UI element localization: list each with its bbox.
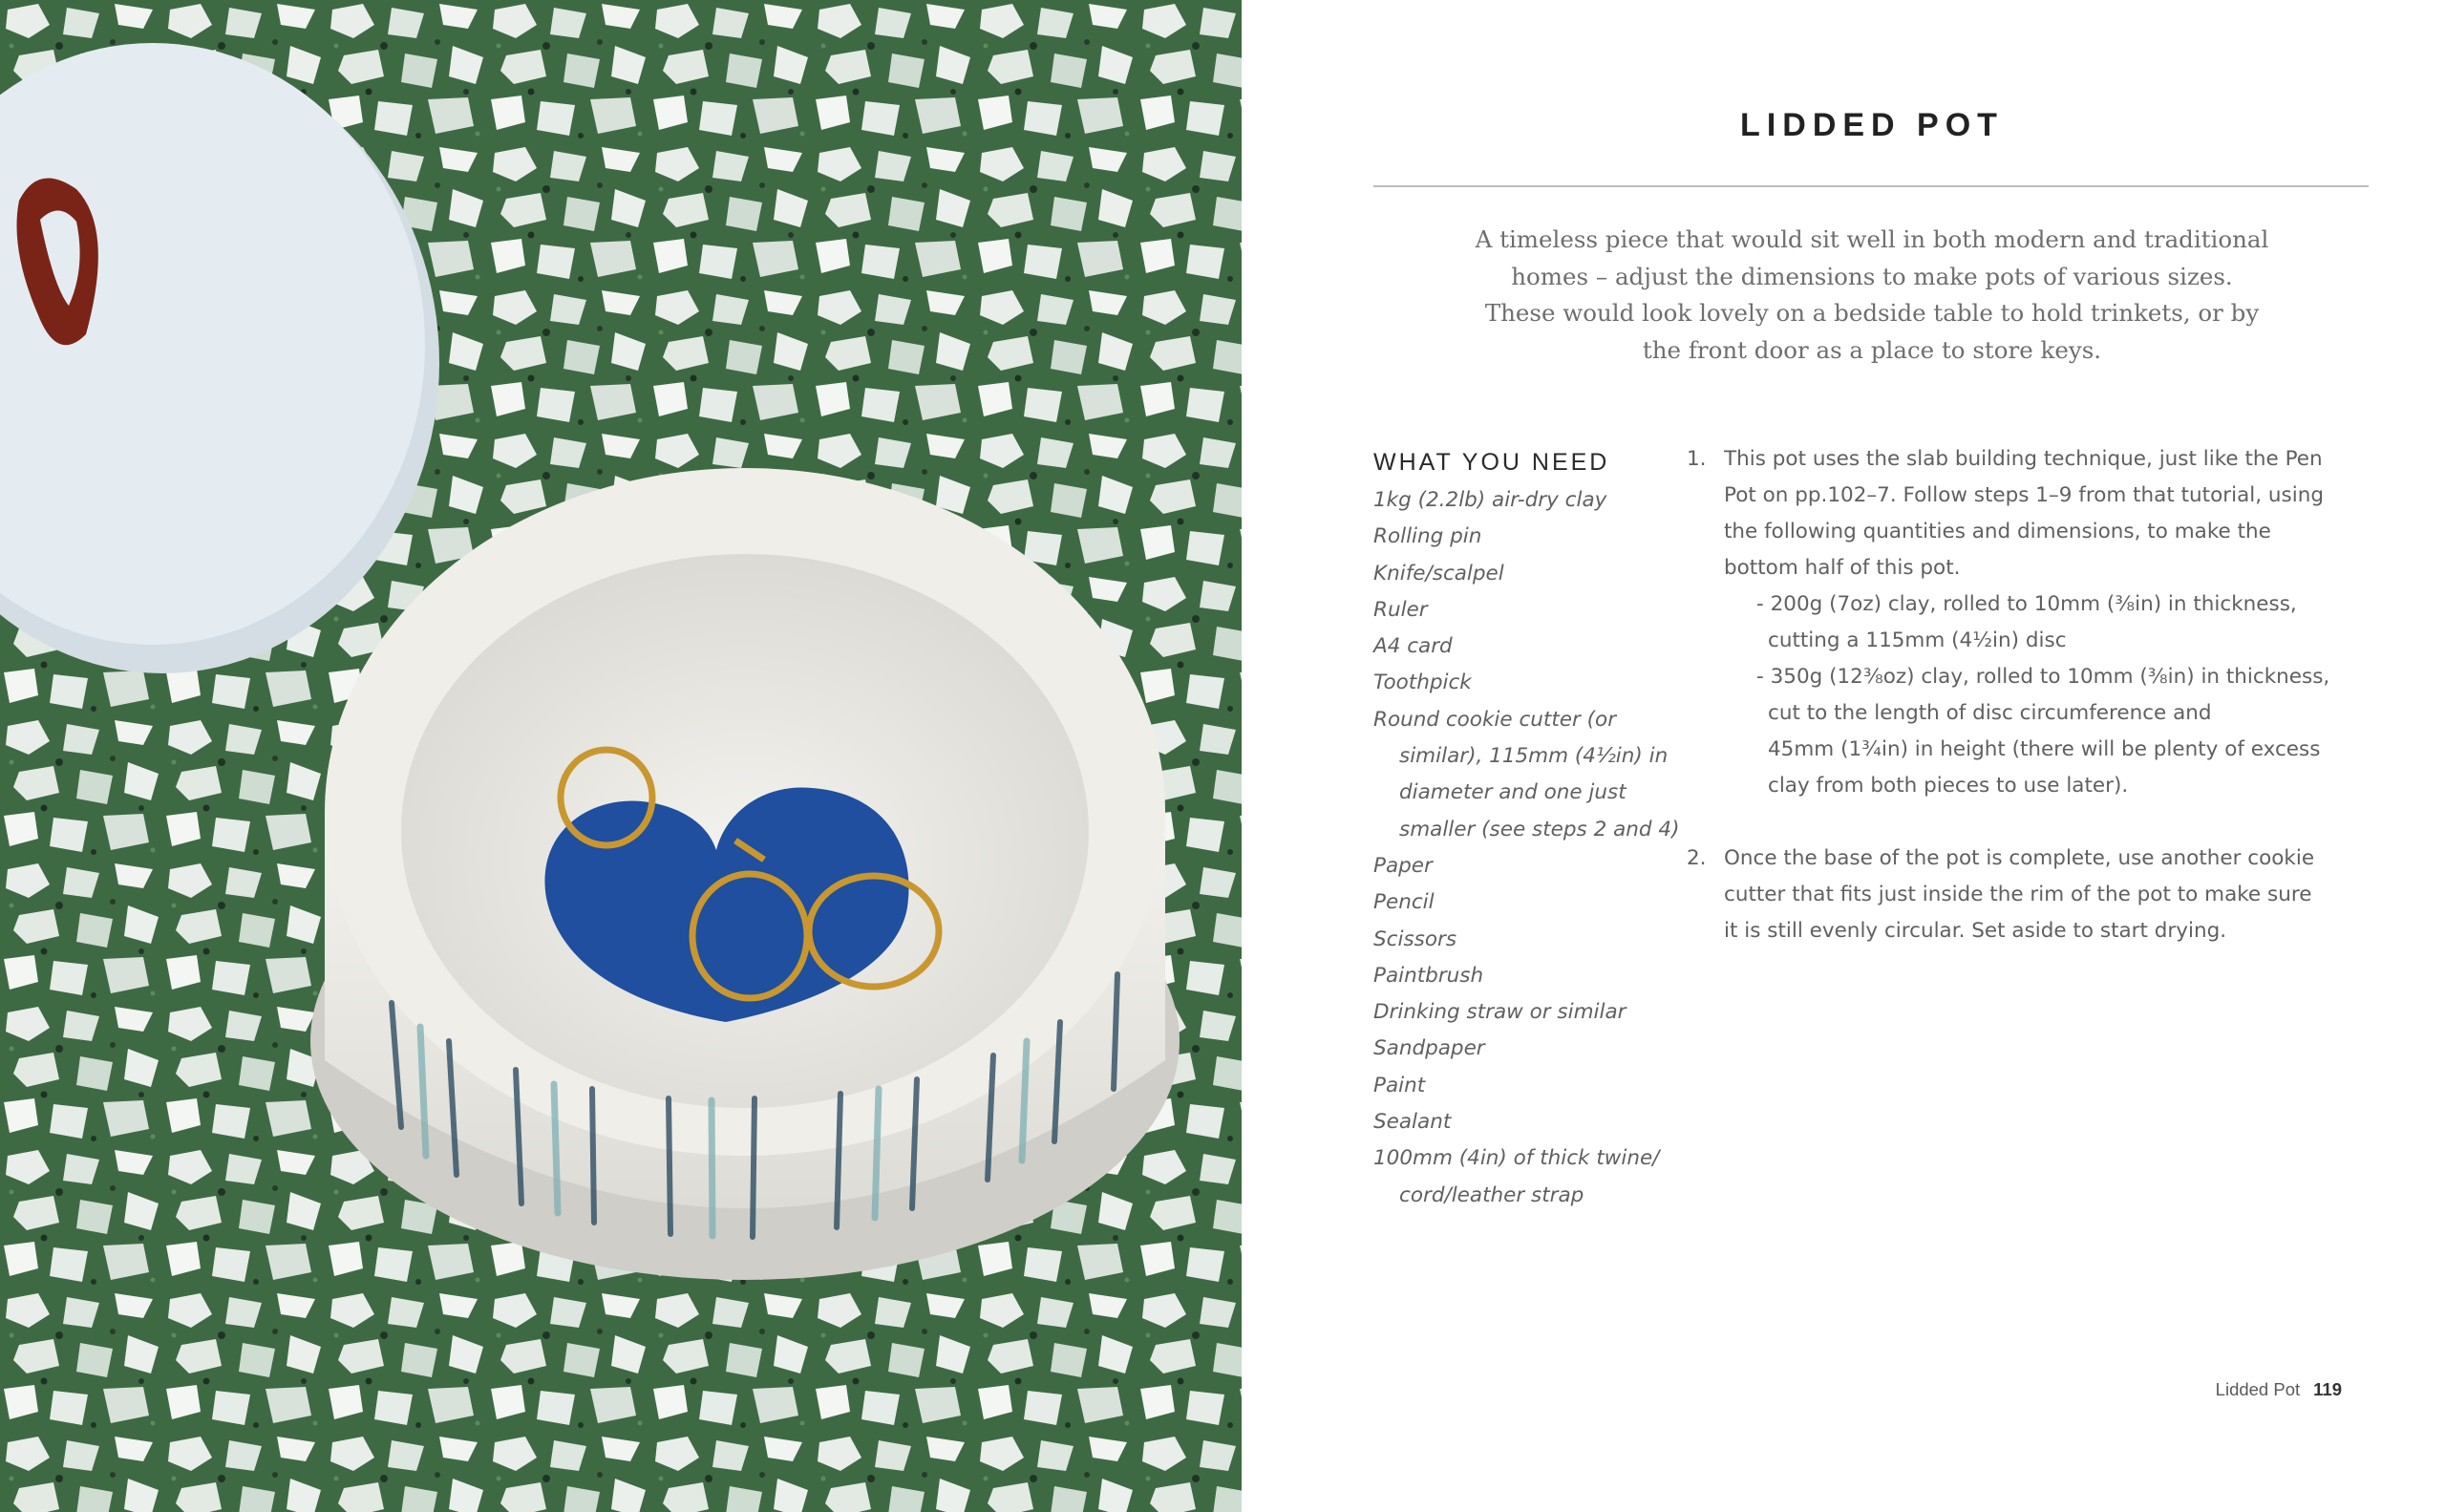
material-item: Ruler [1373,597,1428,622]
step-text-line: cut to the length of disc circumference and [1768,701,2212,725]
intro-paragraph [1461,222,2283,369]
material-item-continued: smaller (see steps 2 and 4) [1399,817,1680,841]
step-text-line: - 200g (7oz) clay, rolled to 10mm (⅜in) in thickness, [1756,592,2297,616]
material-item: 100mm (4in) of thick twine/ [1373,1146,1660,1171]
step-text-line: This pot uses the slab building technique, just like the Pen [1724,447,2323,471]
intro-line: the front door as a place to store keys. [1642,335,2102,364]
material-item: Toothpick [1373,671,1472,695]
step-text-line: the following quantities and dimensions, to make the [1724,520,2271,543]
page-title: LIDDED POT [1740,107,2004,143]
material-item: Knife/scalpel [1373,561,1504,586]
material-item: Sealant [1373,1110,1452,1135]
material-item: Round cookie cutter (or [1373,707,1617,732]
title-divider [1373,185,2369,187]
material-item: Paper [1373,853,1433,878]
material-item-continued: similar), 115mm (4½in) in [1399,744,1669,769]
material-item: Paintbrush [1373,963,1484,988]
step-text-line: it is still evenly circular. Set aside to start drying. [1724,919,2227,943]
material-item: Drinking straw or similar [1373,1000,1626,1025]
step-text-line: clay from both pieces to use later). [1768,774,2129,798]
material-item: 1kg (2.2lb) air-dry clay [1373,488,1607,512]
material-item: Rolling pin [1373,524,1482,549]
material-item: Sandpaper [1373,1036,1485,1061]
text-page [1242,0,2445,1512]
step-text-line: cutter that fits just inside the rim of the pot to make sure [1724,883,2312,906]
page-footer [2216,1379,2342,1400]
step-text-line: 45mm (1¾in) in height (there will be plenty of excess [1768,737,2321,761]
step-number: 1. [1687,447,1707,471]
intro-line: A timeless piece that would sit well in both modern and traditional [1475,225,2269,253]
what-you-need-heading: WHAT YOU NEED [1373,449,1610,476]
material-item: Scissors [1373,926,1457,951]
step-number: 2. [1687,846,1707,870]
materials-list [1373,482,1689,1214]
footer-section-title: Lidded Pot [2215,1379,2301,1399]
step-text-line: bottom half of this pot. [1724,556,1961,580]
step-text-line: Once the base of the pot is complete, use another cookie [1724,846,2315,870]
step-text-line: Pot on pp.102–7. Follow steps 1–9 from that tutorial, using [1724,483,2324,507]
intro-line: homes – adjust the dimensions to make pots of various sizes. [1511,262,2233,290]
material-item-continued: cord/leather strap [1399,1182,1584,1207]
material-item: Pencil [1373,890,1435,915]
step-text-line: - 350g (12⅜oz) clay, rolled to 10mm (⅜in) in thickness, [1756,665,2330,689]
page-number: 119 [2313,1379,2342,1399]
intro-line: These would look lovely on a bedside table to hold trinkets, or by [1484,299,2260,327]
step-text-line: cutting a 115mm (4½in) disc [1768,628,2067,652]
material-item-continued: diameter and one just [1399,780,1626,805]
material-item: Paint [1373,1073,1426,1097]
material-item: A4 card [1373,634,1453,659]
